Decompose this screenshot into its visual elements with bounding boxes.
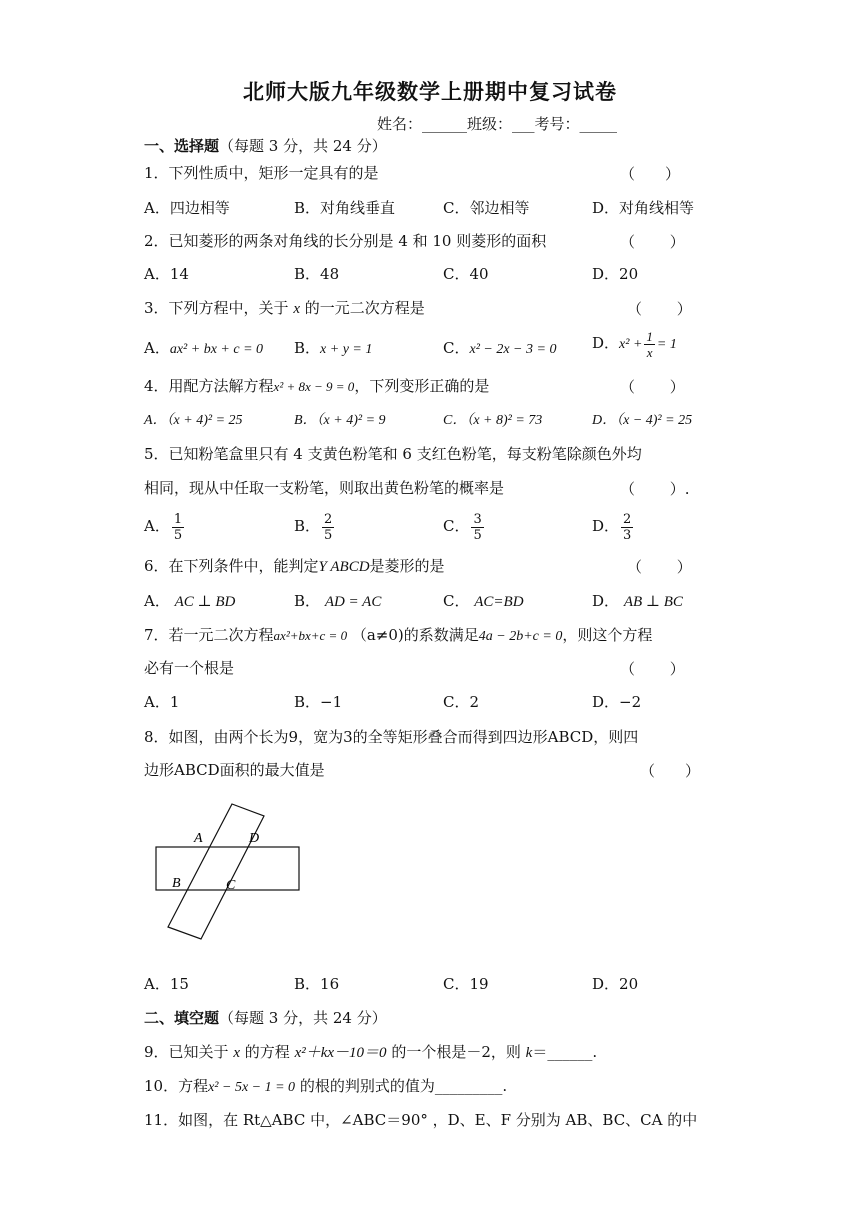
question-5-stem-line1: 5．已知粉笔盒里只有 4 支黄色粉笔和 6 支红色粉笔，每支粉笔除颜色外均 bbox=[144, 445, 642, 463]
fraction bbox=[621, 512, 633, 543]
section-title: 二、填空题 bbox=[144, 1009, 220, 1027]
question-5-stem-line2: 相同，现从中任取一支粉笔，则取出黄色粉笔的概率是 bbox=[144, 479, 505, 497]
option-c: C．19 bbox=[443, 975, 489, 993]
question-3-stem bbox=[144, 298, 425, 319]
option-b: B．（x + 4)² = 9 bbox=[294, 413, 386, 428]
question-7-stem-line2: 必有一个根是 bbox=[144, 659, 235, 677]
numerator: 2 bbox=[623, 511, 632, 527]
option-formula: AC ⊥ BD bbox=[174, 594, 236, 610]
answer-blank: ＝______. bbox=[532, 1043, 598, 1061]
answer-blank: （ ） bbox=[620, 378, 685, 396]
stem-text: （a≠0)的系数满足 bbox=[351, 626, 479, 644]
fraction bbox=[644, 329, 655, 360]
option-a: A．15 bbox=[144, 975, 189, 993]
option-label: A． bbox=[144, 517, 170, 535]
option-label: A． bbox=[144, 339, 170, 357]
option-a: A．（x + 4)² = 25 bbox=[144, 413, 243, 428]
answer-blank: （ ） bbox=[620, 165, 681, 183]
fraction bbox=[322, 512, 334, 543]
section-note: （每题 3 分，共 24 分） bbox=[219, 137, 387, 155]
stem-text: 7．若一元二次方程 bbox=[144, 626, 274, 644]
option-label: C． bbox=[443, 339, 470, 357]
page-title: 北师大版九年级数学上册期中复习试卷 bbox=[243, 80, 617, 104]
equation: x² + 8x − 9 = 0 bbox=[273, 379, 355, 394]
stem-text: 10．方程 bbox=[144, 1077, 209, 1095]
option-b bbox=[294, 508, 336, 544]
stem-text: 的一个根是－2，则 bbox=[391, 1043, 521, 1061]
numerator: 1 bbox=[173, 511, 183, 527]
answer-blank: （ ） bbox=[620, 660, 685, 678]
option-c bbox=[443, 338, 556, 360]
equation: 4a − 2b+c = 0 bbox=[478, 629, 563, 644]
stem-text: 是菱形的是 bbox=[369, 557, 445, 575]
fraction bbox=[172, 512, 184, 543]
option-a bbox=[144, 591, 235, 612]
equation: x²＋kx－10＝0 bbox=[294, 1045, 387, 1061]
option-d bbox=[592, 508, 635, 544]
option-b: B．−1 bbox=[294, 693, 343, 711]
stem-text: 的一元二次方程是 bbox=[304, 299, 425, 317]
stem-text: 9．已知关于 bbox=[144, 1043, 229, 1061]
option-b: B．48 bbox=[294, 265, 340, 283]
option-a bbox=[144, 508, 186, 544]
option-c: C．邻边相等 bbox=[443, 199, 530, 217]
denominator: 5 bbox=[173, 527, 183, 543]
option-a bbox=[144, 338, 263, 360]
variable: k bbox=[525, 1045, 533, 1061]
denominator: x bbox=[646, 344, 653, 360]
question-11: 11．如图，在 Rt△ABC 中，∠ABC＝90° ，D、E、F 分别为 AB、BC、CA 的中 bbox=[144, 1111, 698, 1129]
option-a: A．14 bbox=[144, 265, 189, 283]
vertex-label-a: A bbox=[194, 831, 203, 846]
numerator: 2 bbox=[324, 511, 333, 527]
section-note: （每题 3 分，共 24 分） bbox=[219, 1009, 387, 1027]
option-label: B． bbox=[294, 339, 321, 357]
vertex-label-b: B bbox=[172, 876, 181, 891]
numerator: 1 bbox=[646, 328, 653, 344]
option-label: D． bbox=[592, 592, 620, 610]
option-d: D．（x − 4)² = 25 bbox=[592, 413, 693, 428]
option-d: D．−2 bbox=[592, 693, 642, 711]
stem-text: 3．下列方程中，关于 bbox=[144, 299, 289, 317]
question-4-stem bbox=[144, 376, 489, 397]
denominator: 5 bbox=[473, 527, 482, 543]
variable: x bbox=[293, 301, 300, 317]
option-label: D． bbox=[592, 334, 620, 352]
option-b: B．对角线垂直 bbox=[294, 199, 396, 217]
denominator: 5 bbox=[324, 527, 333, 543]
question-6-stem bbox=[144, 556, 445, 577]
option-formula: = 1 bbox=[656, 337, 677, 352]
numerator: 3 bbox=[473, 511, 482, 527]
option-d bbox=[592, 591, 683, 612]
question-7-stem-line1 bbox=[144, 625, 652, 647]
vertex-label-c: C bbox=[226, 878, 236, 893]
option-a: A．四边相等 bbox=[144, 199, 230, 217]
stem-text: 6．在下列条件中，能判定 bbox=[144, 557, 319, 575]
option-label: B． bbox=[294, 592, 321, 610]
option-formula: x + y = 1 bbox=[320, 342, 373, 357]
equation: x² − 5x − 1 = 0 bbox=[208, 1080, 296, 1095]
question-9 bbox=[144, 1042, 597, 1063]
variable: x bbox=[233, 1045, 240, 1061]
option-formula: AC=BD bbox=[474, 594, 524, 610]
option-label: C． bbox=[443, 517, 470, 535]
option-formula: x² + bbox=[619, 337, 643, 352]
option-c bbox=[443, 508, 486, 544]
question-8-stem-line2: 边形ABCD面积的最大值是 bbox=[144, 761, 325, 779]
option-b: B．16 bbox=[294, 975, 340, 993]
option-label: D． bbox=[592, 517, 620, 535]
option-formula: x² − 2x − 3 = 0 bbox=[469, 342, 557, 357]
answer-blank: （ ）. bbox=[620, 480, 690, 498]
stem-text: 的根的判别式的值为_________. bbox=[299, 1077, 508, 1095]
tilted-rectangle bbox=[168, 804, 264, 939]
section-title: 一、选择题 bbox=[144, 137, 220, 155]
option-c bbox=[443, 591, 524, 612]
section-heading-fill bbox=[144, 1008, 387, 1028]
option-label: B． bbox=[294, 517, 321, 535]
option-c: C．40 bbox=[443, 265, 489, 283]
answer-blank: （ ） bbox=[620, 233, 685, 251]
option-d: D．对角线相等 bbox=[592, 199, 695, 217]
student-info-fields: 姓名：______班级：___考号：_____ bbox=[377, 115, 618, 133]
option-label: A． bbox=[144, 592, 170, 610]
overlapping-rectangles-figure bbox=[150, 798, 310, 944]
question-10 bbox=[144, 1076, 507, 1098]
question-8-stem-line1: 8．如图，由两个长为9，宽为3的全等矩形叠合而得到四边形ABCD，则四 bbox=[144, 728, 639, 746]
option-d bbox=[592, 328, 677, 360]
equation: ax²+bx+c = 0 bbox=[273, 628, 348, 643]
question-2-stem: 2．已知菱形的两条对角线的长分别是 4 和 10 则菱形的面积 bbox=[144, 232, 547, 250]
stem-text: 的方程 bbox=[244, 1043, 290, 1061]
option-formula: AD = AC bbox=[324, 594, 382, 610]
option-c: C．（x + 8)² = 73 bbox=[443, 413, 543, 428]
option-b bbox=[294, 591, 381, 612]
answer-blank: （ ） bbox=[627, 300, 692, 318]
option-d: D．20 bbox=[592, 265, 639, 283]
option-label: C． bbox=[443, 592, 470, 610]
vertex-label-d: D bbox=[249, 831, 260, 846]
section-heading-choice bbox=[144, 136, 387, 156]
stem-text: ，下列变形正确的是 bbox=[354, 377, 490, 395]
option-formula: ax² + bx + c = 0 bbox=[169, 342, 264, 357]
stem-text: 4．用配方法解方程 bbox=[144, 377, 274, 395]
denominator: 3 bbox=[623, 527, 632, 543]
answer-blank: （ ） bbox=[640, 762, 701, 780]
option-d: D．20 bbox=[592, 975, 639, 993]
option-a: A．1 bbox=[144, 693, 180, 711]
option-formula: AB ⊥ BC bbox=[623, 594, 683, 610]
question-1-stem: 1．下列性质中，矩形一定具有的是 bbox=[144, 164, 379, 182]
option-c: C．2 bbox=[443, 693, 480, 711]
parallelogram-symbol: Y ABCD bbox=[318, 559, 370, 575]
stem-text: ，则这个方程 bbox=[562, 626, 653, 644]
answer-blank: （ ） bbox=[627, 558, 692, 576]
fraction bbox=[471, 512, 483, 543]
option-b bbox=[294, 338, 372, 360]
